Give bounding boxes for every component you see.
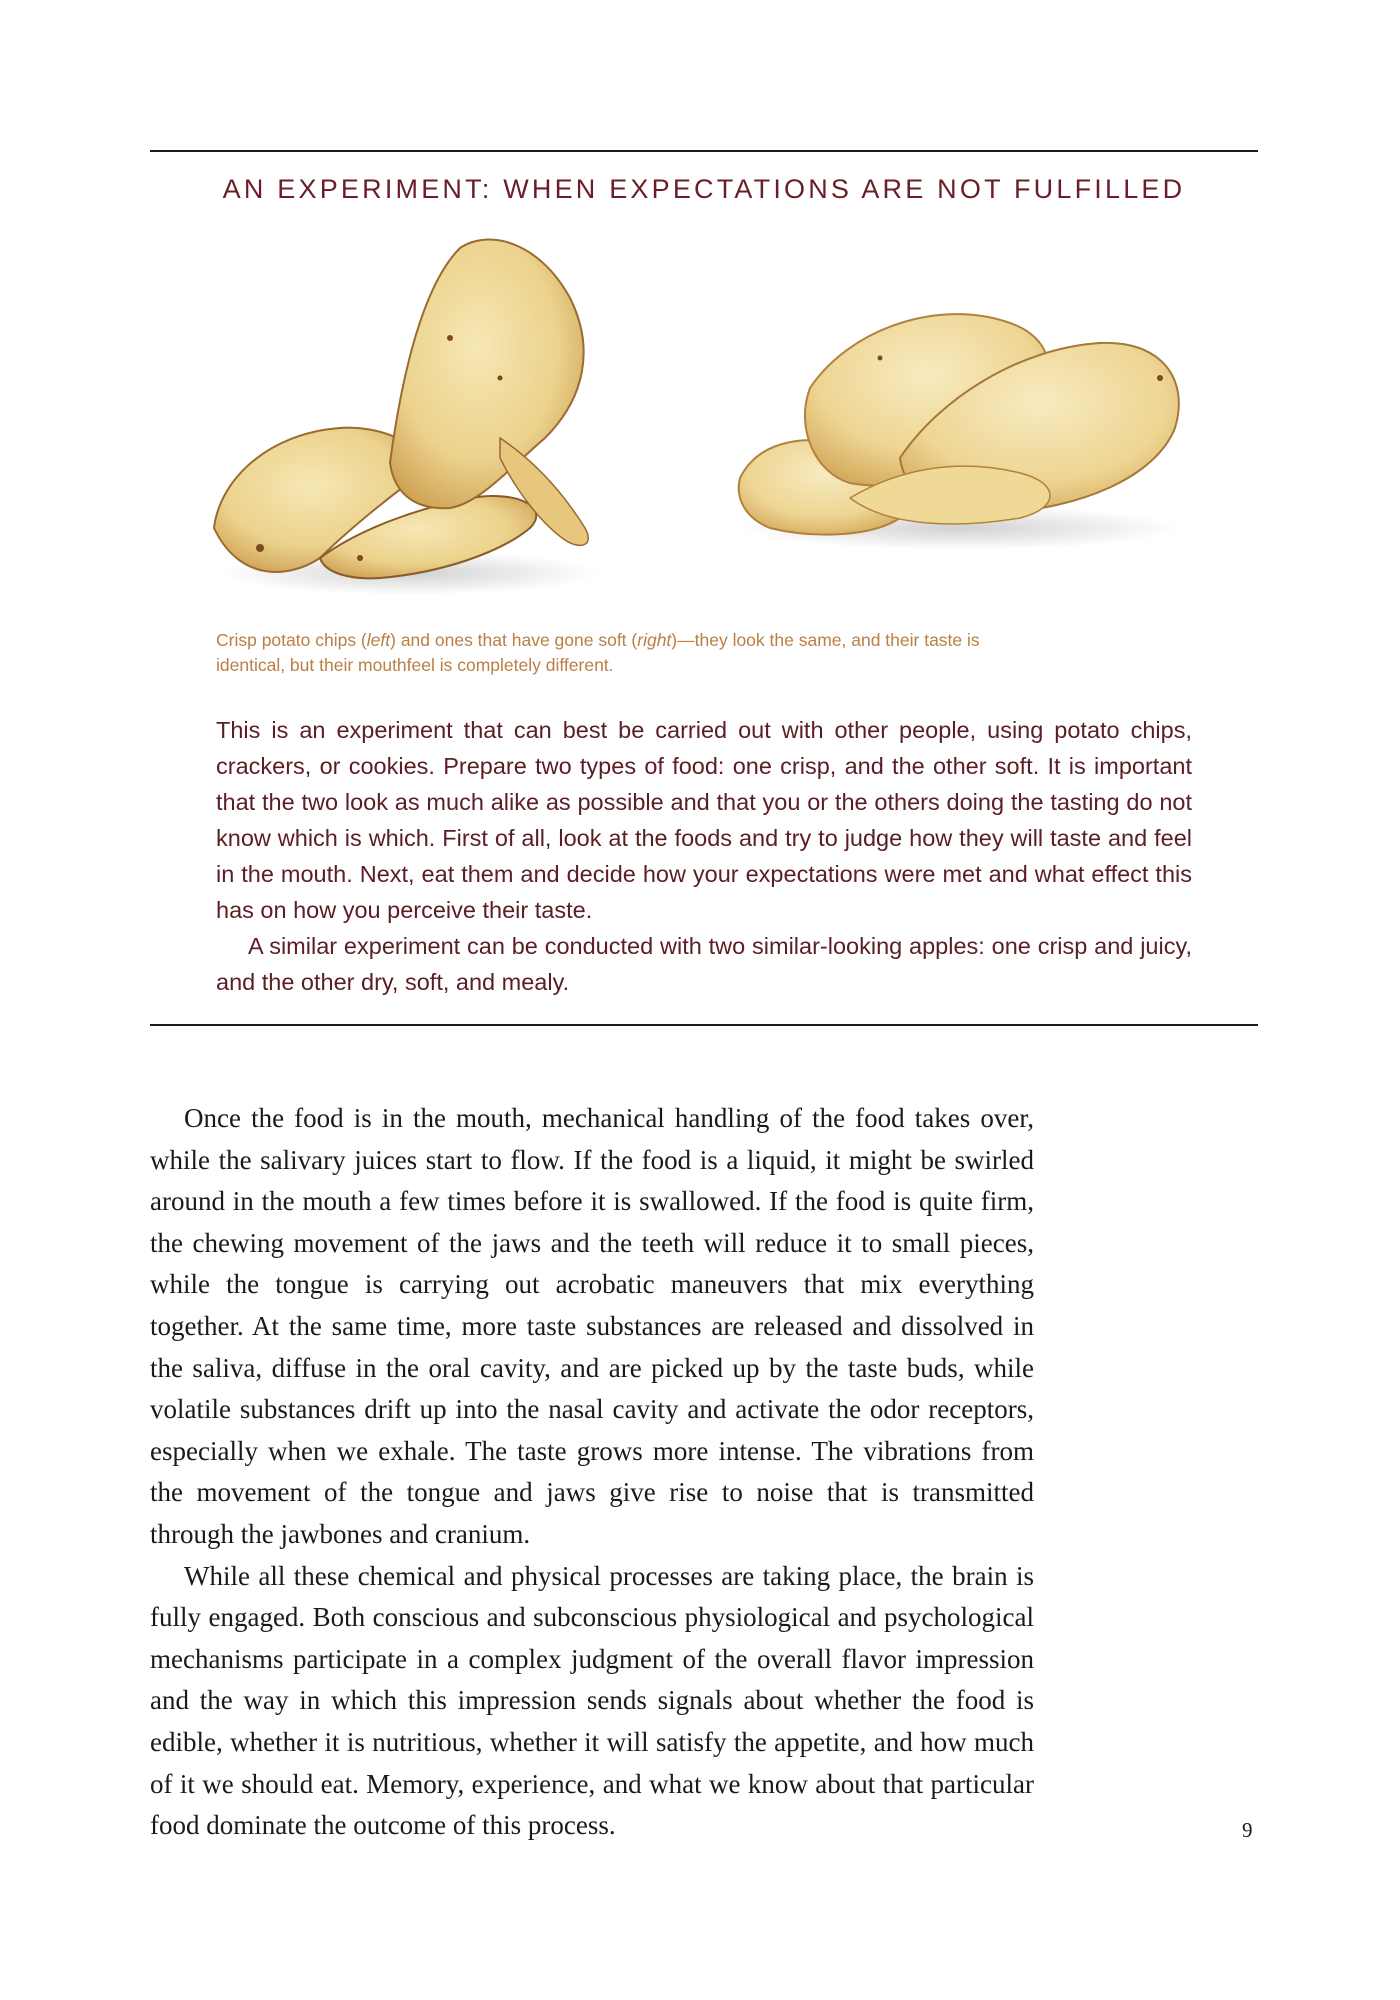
caption-text-3: )—they look the same, and their taste is identical, but their mouthfeel is completely different. xyxy=(216,630,980,675)
experiment-paragraph: A similar experiment can be conducted with two similar-looking apples: one crisp and juicy, and the other dry, soft, and mealy. xyxy=(216,933,1192,995)
soft-chips-right xyxy=(739,314,1180,550)
crisp-chips-left xyxy=(214,240,600,595)
main-body-text xyxy=(150,1098,1034,1847)
sidebar-title: AN EXPERIMENT: WHEN EXPECTATIONS ARE NOT FULFILLED xyxy=(222,174,1186,204)
caption-left-word: left xyxy=(366,630,391,650)
body-paragraph: While all these chemical and physical processes are taking place, the brain is fully engaged. Both conscious and subconscious physiological and psychological mechanisms participate in a complex judgment of the overall flavor impression and the way in which this impression sends signals about whether the food is edible, whether it is nutritious, whether it will satisfy the appetite, and how much of it we should eat. Memory, experience, and what we know about that particular food dominate the outcome of this process. xyxy=(150,1560,1034,1841)
experiment-text xyxy=(216,712,1192,1000)
caption-text-2: ) and ones that have gone soft ( xyxy=(390,630,638,650)
caption-right-word: right xyxy=(637,630,672,650)
potato-chips-illustration xyxy=(200,228,1220,608)
caption-text-1: Crisp potato chips ( xyxy=(216,630,367,650)
potato-chips-photos xyxy=(200,228,1220,608)
photo-caption xyxy=(216,628,1046,678)
experiment-paragraph: This is an experiment that can best be carried out with other people, using potato chips, crackers, or cookies. Prepare two types of food: one crisp, and the other soft. It is important that the two look as much alike as possible and that you or the others doing the tasting do not know which is which. First of all, look at the foods and try to judge how they will taste and feel in the mouth. Next, eat them and decide how your expectations were met and what effect this has on how you perceive their taste. xyxy=(216,717,1192,923)
sidebar-top-rule xyxy=(150,150,1258,152)
sidebar-bottom-rule xyxy=(150,1024,1258,1026)
page-number: 9 xyxy=(1242,1818,1253,1842)
body-paragraph: Once the food is in the mouth, mechanical handling of the food takes over, while the salivary juices start to flow. If the food is a liquid, it might be swirled around in the mouth a few times before it is swallowed. If the food is quite firm, the chewing movement of the jaws and the teeth will reduce it to small pieces, while the tongue is carrying out acrobatic maneuvers that mix everything together. At the same time, more taste substances are released and dissolved in the saliva, diffuse in the oral cavity, and are picked up by the taste buds, while volatile substances drift up into the nasal cavity and activate the odor receptors, especially when we exhale. The taste grows more intense. The vibrations from the movement of the tongue and jaws give rise to noise that is transmitted through the jawbones and cranium. xyxy=(150,1103,1034,1549)
